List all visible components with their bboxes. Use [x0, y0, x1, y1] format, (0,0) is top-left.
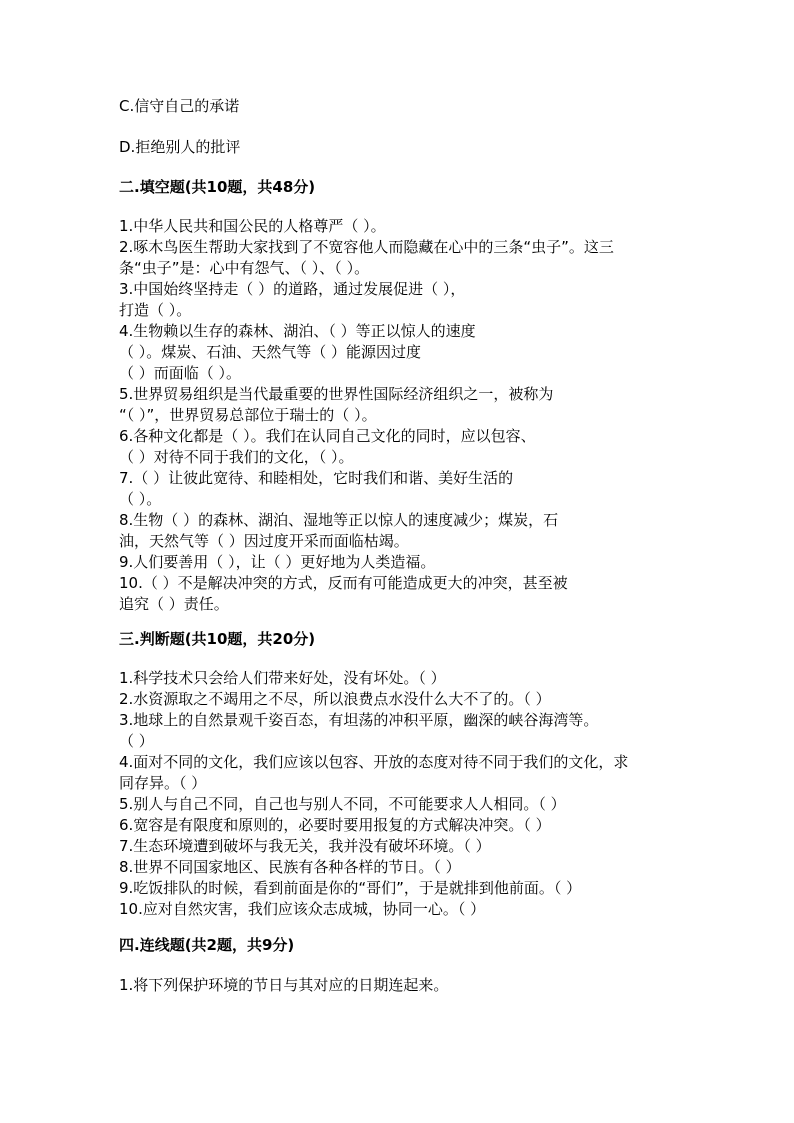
section-heading-true-false: 三.判断题(共10题，共20分): [119, 630, 316, 648]
fill-blank-line: 条“虫子”是：心中有怨气、（ ）、（ ）。: [119, 259, 370, 277]
true-false-line: 7.生态环境遭到破坏与我无关，我并没有破坏环境。（ ）: [119, 837, 491, 855]
fill-blank-line: 8.生物（ ）的森林、湖泊、湿地等正以惊人的速度减少；煤炭，石: [119, 511, 559, 529]
true-false-line: 10.应对自然灾害，我们应该众志成城，协同一心。（ ）: [119, 900, 486, 918]
fill-blank-line: 2.啄木鸟医生帮助大家找到了不宽容他人而隐藏在心中的三条“虫子”。这三: [119, 238, 614, 256]
fill-blank-line: 10.（ ）不是解决冲突的方式，反而有可能造成更大的冲突，甚至被: [119, 574, 568, 592]
fill-blank-line: 追究（ ）责任。: [119, 595, 229, 613]
true-false-line: 2.水资源取之不竭用之不尽，所以浪费点水没什么大不了的。（ ）: [119, 690, 551, 708]
fill-blank-line: 3.中国始终坚持走（ ）的道路，通过发展促进（ ），: [119, 280, 466, 298]
true-false-line: 4.面对不同的文化，我们应该以包容、开放的态度对待不同于我们的文化，求: [119, 753, 629, 771]
fill-blank-line: 打造（ ）。: [119, 301, 192, 319]
section-heading-fill-blank: 二.填空题(共10题，共48分): [119, 178, 316, 196]
true-false-line: （ ）: [119, 732, 154, 750]
true-false-line: 9.吃饭排队的时候，看到前面是你的“哥们”，于是就排到他前面。（ ）: [119, 879, 582, 897]
fill-blank-line: （ ）对待不同于我们的文化，（ ）。: [119, 448, 354, 466]
true-false-line: 6.宽容是有限度和原则的，必要时要用报复的方式解决冲突。（ ）: [119, 816, 551, 834]
fill-blank-line: 6.各种文化都是（ ）。我们在认同自己文化的同时，应以包容、: [119, 427, 536, 445]
mc-option-c: C.信守自己的承诺: [119, 97, 240, 115]
true-false-line: 同存异。（ ）: [119, 774, 207, 792]
fill-blank-line: 4.生物赖以生存的森林、湖泊、（ ）等正以惊人的速度: [119, 322, 476, 340]
true-false-line: 3.地球上的自然景观千姿百态，有坦荡的冲积平原，幽深的峡谷海湾等。: [119, 711, 599, 729]
mc-option-d: D.拒绝别人的批评: [119, 138, 241, 156]
fill-blank-line: （ ）而面临（ ）。: [119, 364, 242, 382]
matching-line: 1.将下列保护环境的节日与其对应的日期连起来。: [119, 976, 449, 994]
fill-blank-line: 1.中华人民共和国公民的人格尊严（ ）。: [119, 217, 386, 235]
true-false-line: 5.别人与自己不同，自己也与别人不同，不可能要求人人相同。（ ）: [119, 795, 566, 813]
section-heading-matching: 四.连线题(共2题，共9分): [119, 936, 295, 954]
fill-blank-line: 5.世界贸易组织是当代最重要的世界性国际经济组织之一，被称为: [119, 385, 554, 403]
fill-blank-line: 7.（ ）让彼此宽待、和睦相处，它时我们和谐、美好生活的: [119, 469, 514, 487]
true-false-line: 1.科学技术只会给人们带来好处，没有坏处。（ ）: [119, 669, 446, 687]
fill-blank-line: 油，天然气等（ ）因过度开采而面临枯竭。: [119, 532, 409, 550]
fill-blank-line: （ ）。: [119, 490, 162, 508]
fill-blank-line: “（ ）”，世界贸易总部位于瑞士的（ ）。: [119, 406, 377, 424]
fill-blank-line: 9.人们要善用（ ），让（ ）更好地为人类造福。: [119, 553, 436, 571]
true-false-line: 8.世界不同国家地区、民族有各种各样的节日。（ ）: [119, 858, 461, 876]
fill-blank-line: （ ）。煤炭、石油、天然气等（ ）能源因过度: [119, 343, 422, 361]
